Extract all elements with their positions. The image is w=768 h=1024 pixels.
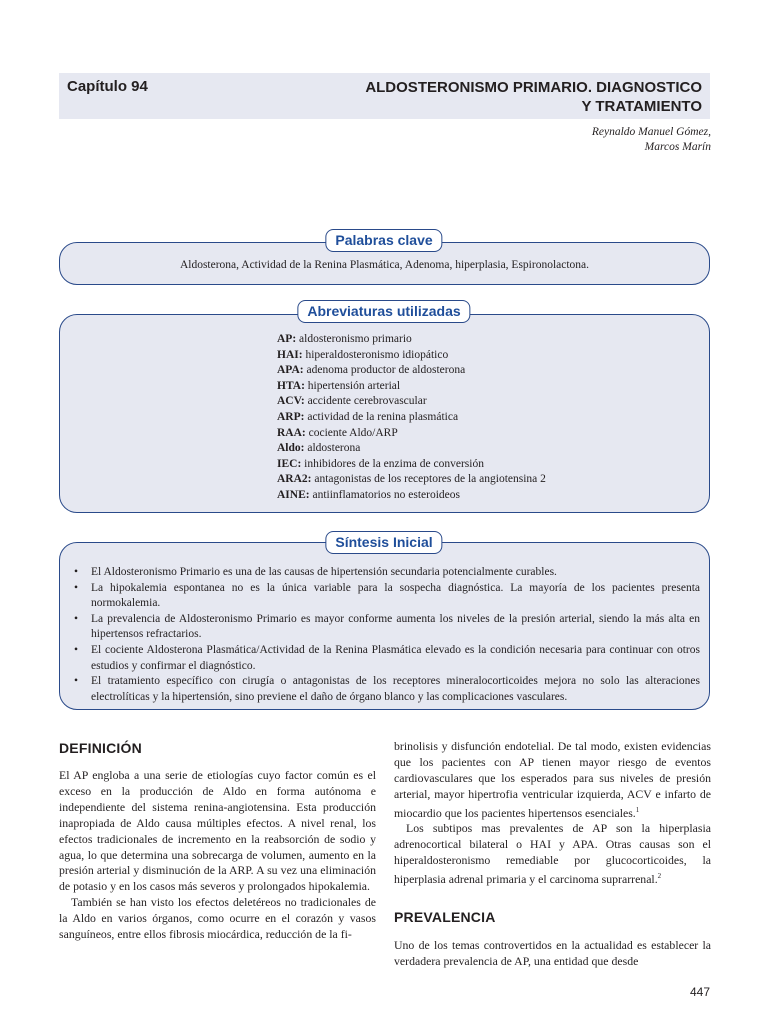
abbreviation-item: HTA: hipertensión arterial [277,379,401,392]
definition-paragraph-2: También se han visto los efectos deletéreos no tradicionales de la Aldo en varios órganos, como ocurre en el corazón y vasos sanguíneos, entre ellos fibrosis miocárdica, reducción de la fi- [59,895,376,942]
chapter-number: Capítulo 94 [67,78,148,95]
prevalence-heading: PREVALENCIA [394,909,496,925]
reference-1: 1 [635,805,640,814]
chapter-title-line1: ALDOSTERONISMO PRIMARIO. DIAGNOSTICO [365,79,702,96]
right-column [394,739,711,888]
author-2: Marcos Marín [644,141,711,153]
abbreviation-item: APA: adenoma productor de aldosterona [277,364,466,377]
authors [430,125,711,155]
chapter-title-line2: Y TRATAMIENTO [581,98,702,115]
abbreviation-item: HAI: hiperaldosteronismo idiopático [277,348,449,361]
abbreviation-item: IEC: inhibidores de la enzima de conversión [277,457,484,470]
synthesis-title: Síntesis Inicial [325,531,442,554]
prevalence-paragraph: Uno de los temas controvertidos en la actualidad es establecer la verdadera prevalencia de AP, una entidad que desde [394,938,711,968]
synthesis-list [74,565,700,705]
author-1: Reynaldo Manuel Gómez, [591,126,711,138]
keywords-title: Palabras clave [325,229,442,252]
abbreviation-item: AP: aldosteronismo primario [277,333,412,345]
prevalence-text [394,938,711,970]
abbreviations-title: Abreviaturas utilizadas [297,300,470,323]
synthesis-bullet: • La hipokalemia espontanea no es la única variable para la sospecha diagnóstica. La mayoría de los pacientes presenta normokalemia. [74,581,700,612]
abbreviation-item: Aldo: aldosterona [277,442,361,455]
synthesis-bullet: • El tratamiento específico con cirugía o antagonistas de los receptores mineralocorticoides mejora no solo las alteraciones electrolíticas y la hipertensión, sino previene el daño de órgano blanco y las complicaciones vasculares. [74,674,700,705]
abbreviation-item: AINE: antiinflamatorios no esteroideos [277,488,461,501]
reference-2: 2 [657,872,662,881]
right-paragraph-2: Los subtipos mas prevalentes de AP son la hiperplasia adrenocortical bilateral o HAI y APA. Otras causas son el hiperaldosteronismo remediable por glucocorticoides, la hiperplasia adrenal primaria y el carcinoma suprarrenal.$^2$ [394,821,711,887]
abbreviation-item: RAA: cociente Aldo/ARP [277,426,398,439]
abbreviation-item: ARP: actividad de la renina plasmática [277,410,459,423]
definition-paragraph-1: El AP engloba a una serie de etiologías cuyo factor común es el exceso en la producción de Aldo en forma autónoma e independiente del sistema renina-angiotensina. Esta producción inapropiada de Aldo causa múltiples efectos. A nivel renal, los efectos tradicionales de incremento en la reabsorción de sodio y agua, lo que determina una sobrecarga de volumen, aumento en la presión arterial y disminución de la ARP. A su vez una eliminación de potasio y en los casos más severos y prolongados hipokalemia. [59,768,376,894]
abbreviation-item: ARA2: antagonistas de los receptores de la angiotensina 2 [277,473,546,486]
right-paragraph-1: brinolisis y disfunción endotelial. De tal modo, existen evidencias que los pacientes con AP tienen mayor riesgo de eventos cardiovasculares que los esperados para sus niveles de presión arterial, mayor hipertrofia ventricular izquierda, ACV e infarto de miocardio que los pacientes hipertensos esenciales.$^1$ [394,739,711,820]
abbreviations-list [277,332,546,504]
definition-heading: DEFINICIÓN [59,740,142,756]
chapter-title [290,78,702,116]
abbreviation-item: ACV: accidente cerebrovascular [277,395,427,408]
synthesis-bullet: • El Aldosteronismo Primario es una de las causas de hipertensión secundaria potencialmente curables. [74,565,700,581]
keywords-text: Aldosterona, Actividad de la Renina Plasmática, Adenoma, hiperplasia, Espironolactona. [179,259,590,271]
left-column [59,768,376,943]
page-number: 447 [689,985,710,999]
synthesis-bullet: • El cociente Aldosterona Plasmática/Actividad de la Renina Plasmática elevado es la condición necesaria para continuar con otros estudios y confirmar el diagnóstico. [74,643,700,674]
synthesis-bullet: • La prevalencia de Aldosteronismo Primario es mayor conforme aumenta los niveles de la presión arterial, siendo la más alta en hipertensos refractarios. [74,612,700,643]
